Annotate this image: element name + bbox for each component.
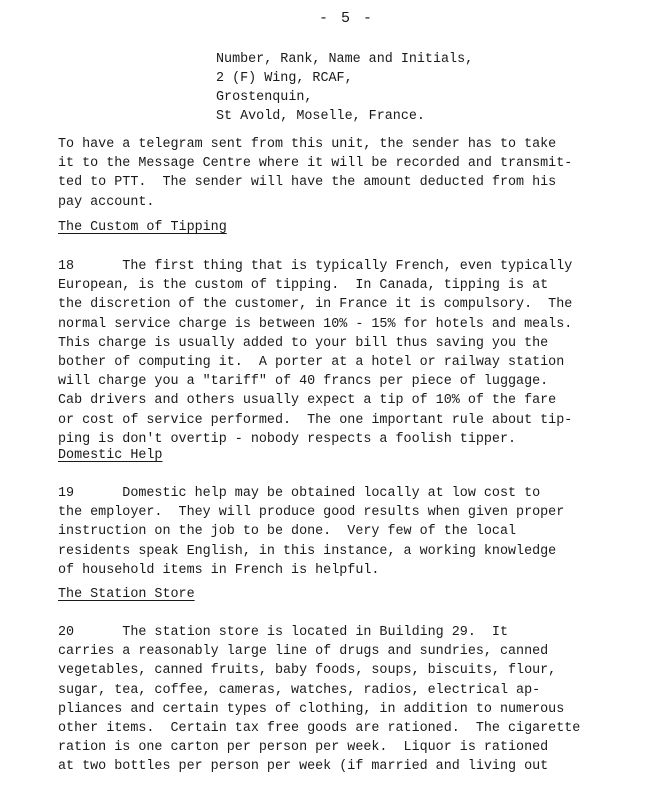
paragraph-line: European, is the custom of tipping. In Canada, tipping is at	[58, 278, 549, 294]
paragraph-line: 18 The first thing that is typically French, even typically	[58, 259, 573, 274]
paragraph-line: ration is one carton per person per week. Liquor is rationed	[58, 740, 549, 756]
address-line: St Avold, Moselle, France.	[216, 109, 425, 124]
paragraph-line: pliances and certain types of clothing, in addition to numerous	[58, 701, 565, 717]
telegram-paragraph	[58, 135, 572, 212]
paragraph-line: the employer. They will produce good results when given proper	[58, 505, 565, 521]
paragraph-line: pay account.	[58, 194, 155, 210]
paragraph-line: 19 Domestic help may be obtained locally at low cost to	[58, 486, 541, 501]
address-line: Number, Rank, Name and Initials,	[216, 52, 474, 67]
paragraph-line: sugar, tea, coffee, cameras, watches, radios, electrical ap-	[58, 682, 541, 698]
paragraph-line: This charge is usually added to your bill thus saving you the	[58, 335, 549, 351]
paragraph-line: or cost of service performed. The one important rule about tip-	[58, 412, 573, 428]
station-store-paragraph	[58, 623, 580, 777]
paragraph-line: other items. Certain tax free goods are rationed. The cigarette	[58, 721, 581, 737]
address-line: 2 (F) Wing, RCAF,	[216, 71, 353, 86]
paragraph-line: 20 The station store is located in Building 29. It	[58, 625, 508, 640]
paragraph-line: it to the Message Centre where it will be recorded and transmit-	[58, 156, 573, 172]
paragraph-line: will charge you a "tariff" of 40 francs per piece of luggage.	[58, 374, 549, 390]
section-heading-domestic-help: Domestic Help	[58, 448, 163, 463]
tipping-paragraph	[58, 257, 572, 449]
paragraph-line: vegetables, canned fruits, baby foods, soups, biscuits, flour,	[58, 663, 557, 679]
paragraph-line: ted to PTT. The sender will have the amount deducted from his	[58, 175, 557, 191]
domestic-help-paragraph	[58, 484, 564, 580]
section-heading-station-store: The Station Store	[58, 587, 195, 602]
address-block	[216, 50, 473, 126]
paragraph-line: of household items in French is helpful.	[58, 562, 380, 578]
section-heading-tipping: The Custom of Tipping	[58, 220, 227, 235]
paragraph-line: Cab drivers and others usually expect a tip of 10% of the fare	[58, 393, 557, 409]
page-number: - 5 -	[319, 10, 375, 27]
paragraph-line: the discretion of the customer, in France it is compulsory. The	[58, 297, 573, 313]
paragraph-line: at two bottles per person per week (if married and living out	[58, 759, 549, 775]
paragraph-line: ping is don't overtip - nobody respects a foolish tipper.	[58, 431, 517, 447]
paragraph-line: residents speak English, in this instance, a working knowledge	[58, 543, 557, 559]
paragraph-line: instruction on the job to be done. Very few of the local	[58, 524, 517, 540]
paragraph-line: carries a reasonably large line of drugs and sundries, canned	[58, 644, 549, 660]
paragraph-line: bother of computing it. A porter at a hotel or railway station	[58, 355, 565, 371]
paragraph-line: To have a telegram sent from this unit, the sender has to take	[58, 137, 557, 152]
paragraph-line: normal service charge is between 10% - 15% for hotels and meals.	[58, 316, 573, 332]
address-line: Grostenquin,	[216, 90, 313, 105]
